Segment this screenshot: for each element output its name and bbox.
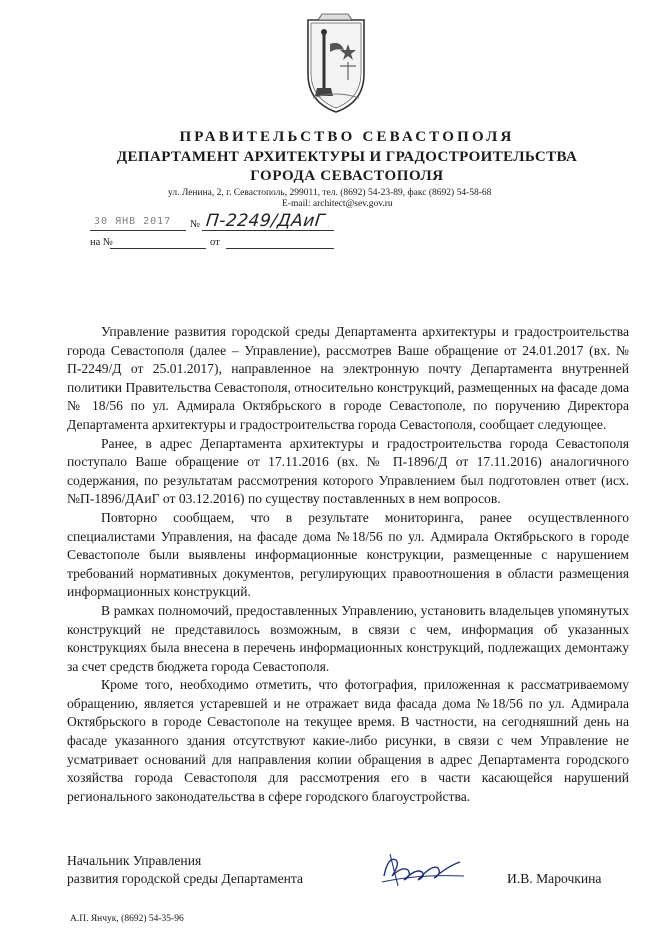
number-prefix: № bbox=[190, 219, 201, 230]
city-name: ГОРОДА СЕВАСТОПОЛЯ bbox=[250, 168, 444, 184]
executor-contact: А.П. Янчук, (8692) 54-35-96 bbox=[70, 914, 184, 924]
government-name: ПРАВИТЕЛЬСТВО СЕВАСТОПОЛЯ bbox=[179, 129, 515, 145]
from-label: от bbox=[210, 237, 220, 248]
date-stamp: 30 ЯНВ 2017 bbox=[94, 216, 172, 227]
paragraph-2: Ранее, в адрес Департамента архитектуры и градостроительства города Севастополя поступало Ваше обращение от 17.11.2016 (вх. № П-1896/Д от 17.11.2016) аналогичного содержания, по результатам рассмотрения которого Управлением был подготовлен ответ (исх. №П-1896/ДАиГ от 03.12.2016) по существу поставленных в нем вопросов. bbox=[67, 435, 629, 507]
department-address: ул. Ленина, 2, г. Севастополь, 299011, тел. (8692) 54-23-89, факс (8692) 54-58-68 bbox=[168, 188, 492, 198]
signer-name: И.В. Марочкина bbox=[507, 871, 602, 886]
from-date-line bbox=[226, 248, 334, 249]
paragraph-1: Управление развития городской среды Департамента архитектуры и градостроительства города Севастополя (далее – Управление), рассмотрев Ваше обращение от 24.01.2017 (вх. № П-2249/Д от 25.01.2017), направленное на электронную почту Департамента внутренней политики Правительства Севастополя, относительно конструкций, размещенных на фасаде дома № 18/56 по ул. Адмирала Октябрьского в городе Севастополе, по поручению Директора Департамента архитектуры и градостроительства города Севастополя, сообщает следующее. bbox=[67, 324, 629, 432]
date-line bbox=[90, 230, 186, 231]
reply-number-line bbox=[110, 248, 206, 249]
paragraph-3: Повторно сообщаем, что в результате мониторинга, ранее осуществленного специалистами Управления, на фасаде дома №18/56 по ул. Адмирала Октябрьского в городе Севастополе были выявлены информационные конструкции, размещенные с нарушением требований нормативных документов, регулирующих правоотношения в области размещения информационных конструкций. bbox=[67, 509, 629, 600]
paragraph-5: Кроме того, необходимо отметить, что фотография, приложенная к рассматриваемому обращению, является устаревшей и не отражает вида фасада дома №18/56 по ул. Адмирала Октябрьского в городе Севастополе на текущее время. В частности, на сегодняшний день на фасаде указанного здания отсутствуют какие-либо рисунки, в связи с чем Управление не усматривает оснований для направления копии обращения в адрес Департамента городского хозяйства города Севастополя для рассмотрения его в части касающейся нарушений регионального законодательства в сфере городского благоустройства. bbox=[67, 677, 629, 804]
sevastopol-coat-of-arms-icon bbox=[300, 10, 372, 116]
reply-prefix: на № bbox=[90, 237, 113, 248]
signer-title-line1: Начальник Управления bbox=[67, 853, 202, 868]
signer-title-line2: развития городской среды Департамента bbox=[67, 871, 304, 886]
letter-body bbox=[67, 323, 629, 806]
handwritten-outgoing-number: П-2249/ДАиГ bbox=[204, 211, 326, 231]
department-name: ДЕПАРТАМЕНТ АРХИТЕКТУРЫ И ГРАДОСТРОИТЕЛЬСТВА bbox=[116, 149, 578, 165]
handwritten-signature bbox=[378, 846, 468, 892]
paragraph-4: В рамках полномочий, предоставленных Управлению, установить владельцев упомянутых конструкций не представилось возможным, в связи с чем, информация об указанных конструкциях была внесена в перечень информационных конструкций, подлежащих демонтажу за счет средств бюджета города Севастополя. bbox=[67, 602, 629, 674]
department-email: E-mail: architect@sev.gov.ru bbox=[282, 199, 393, 209]
